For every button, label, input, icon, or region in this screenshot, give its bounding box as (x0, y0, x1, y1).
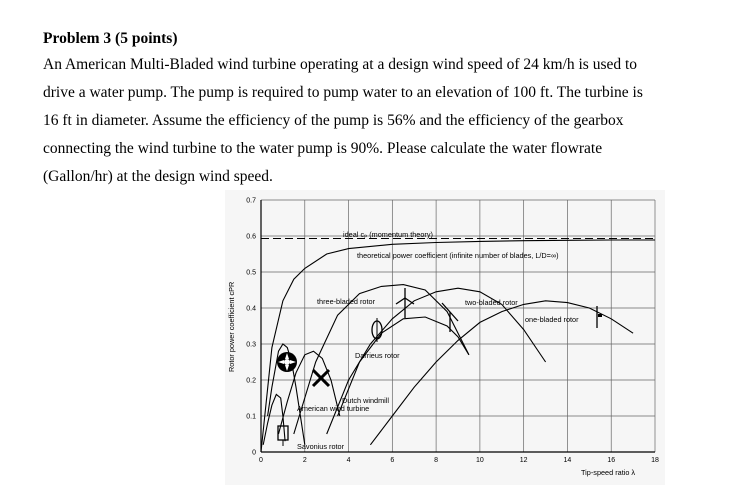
x-tick-label: 8 (434, 457, 439, 464)
y-tick-label: 0.4 (246, 305, 256, 313)
problem-line-5: (Gallon/hr) at the design wind speed. (43, 168, 273, 185)
x-axis-label: Tip-speed ratio λ (581, 468, 636, 477)
y-axis-label: Rotor power coefficient cPR (227, 281, 236, 372)
x-tick-label: 2 (302, 457, 307, 464)
problem-line-2: drive a water pump. The pump is required to pump water to an elevation of 100 ft. The turbine is (43, 84, 643, 101)
y-tick-label: 0.6 (246, 233, 256, 241)
y-tick-label: 0.1 (246, 413, 256, 421)
x-tick-label: 10 (475, 457, 484, 464)
problem-line-1: An American Multi-Bladed wind turbine operating at a design wind speed of 24 km/h is used to (43, 56, 638, 73)
problem-line-4: connecting the wind turbine to the water pump is 90%. Please calculate the water flowrate (43, 140, 603, 157)
label-ideal: ideal cₚ (momentum theory) (343, 230, 433, 239)
y-tick-label: 0.7 (246, 197, 256, 205)
label-two-bladed: two-bladed rotor (465, 298, 518, 307)
american-rotor-icon (277, 352, 297, 372)
label-savonius: Savonius rotor (297, 442, 345, 451)
label-darrieus: Darrieus rotor (355, 351, 400, 360)
label-dutch: Dutch windmill (342, 396, 390, 405)
y-tick-label: 0.3 (246, 341, 256, 349)
x-tick-label: 4 (346, 457, 351, 464)
y-tick-label: 0 (252, 449, 256, 457)
problem-title: Problem 3 (5 points) (43, 30, 178, 47)
x-tick-label: 16 (607, 457, 616, 464)
x-tick-label: 0 (259, 457, 263, 464)
figure-background (225, 190, 665, 485)
problem-line-3: 16 ft in diameter. Assume the efficiency of the pump is 56% and the efficiency of the gearbox (43, 112, 624, 129)
x-tick-label: 12 (519, 457, 528, 464)
x-tick-label: 14 (563, 457, 572, 464)
x-tick-label: 18 (651, 457, 659, 464)
label-one-bladed: one-bladed rotor (525, 315, 579, 324)
y-tick-label: 0.2 (246, 377, 256, 385)
y-tick-label: 0.5 (246, 269, 256, 277)
label-theoretical: theoretical power coefficient (infinite number of blades, L/D=∞) (357, 251, 559, 260)
label-three-bladed: three-bladed rotor (317, 297, 376, 306)
power-coefficient-chart (225, 190, 665, 485)
label-american: American wind turbine (297, 404, 370, 413)
x-tick-label: 6 (390, 457, 395, 464)
